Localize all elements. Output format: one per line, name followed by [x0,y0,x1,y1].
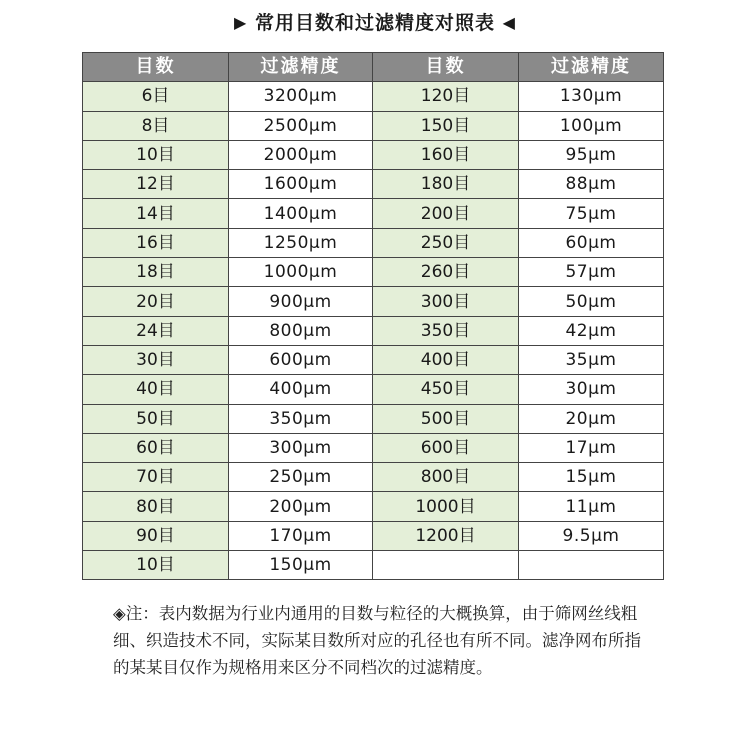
mesh-cell-right: 300目 [373,287,519,316]
precision-cell-right [519,551,664,580]
precision-cell-right: 11μm [519,492,664,521]
precision-cell-right: 15μm [519,463,664,492]
table-row [83,433,664,462]
precision-cell-left: 1000μm [229,258,373,287]
mesh-cell-left: 70目 [83,463,229,492]
mesh-cell-left: 80目 [83,492,229,521]
precision-cell-right: 60μm [519,228,664,257]
precision-cell-right: 35μm [519,345,664,374]
table-row [83,492,664,521]
table-row [83,345,664,374]
table-row [83,551,664,580]
precision-cell-left: 2500μm [229,111,373,140]
header-mesh-left: 目数 [83,53,229,82]
precision-cell-right: 20μm [519,404,664,433]
precision-cell-right: 9.5μm [519,521,664,550]
precision-cell-right: 88μm [519,170,664,199]
precision-cell-left: 300μm [229,433,373,462]
mesh-cell-right: 200目 [373,199,519,228]
mesh-cell-left: 24目 [83,316,229,345]
mesh-cell-left: 50目 [83,404,229,433]
precision-cell-left: 250μm [229,463,373,492]
mesh-cell-right: 250目 [373,228,519,257]
precision-cell-left: 800μm [229,316,373,345]
mesh-precision-table [82,52,664,580]
precision-cell-right: 130μm [519,82,664,111]
precision-cell-left: 350μm [229,404,373,433]
precision-cell-right: 50μm [519,287,664,316]
table-row [83,199,664,228]
mesh-cell-left: 18目 [83,258,229,287]
mesh-cell-right: 800目 [373,463,519,492]
mesh-cell-left: 20目 [83,287,229,316]
precision-cell-left: 600μm [229,345,373,374]
mesh-cell-left: 8目 [83,111,229,140]
precision-cell-right: 30μm [519,375,664,404]
page-title [0,6,750,40]
title-right-marker: ◀ [502,13,516,32]
table-row [83,404,664,433]
precision-cell-right: 95μm [519,140,664,169]
mesh-cell-left: 6目 [83,82,229,111]
table-row [83,463,664,492]
mesh-cell-left: 14目 [83,199,229,228]
table-row [83,258,664,287]
mesh-cell-right: 160目 [373,140,519,169]
comparison-table-container [82,52,664,580]
table-row [83,82,664,111]
precision-cell-left: 900μm [229,287,373,316]
mesh-cell-left: 30目 [83,345,229,374]
precision-cell-right: 100μm [519,111,664,140]
precision-cell-left: 150μm [229,551,373,580]
precision-cell-right: 42μm [519,316,664,345]
mesh-cell-right [373,551,519,580]
footnote: ◈注：表内数据为行业内通用的目数与粒径的大概换算，由于筛网丝线粗细、织造技术不同，实际某目数所对应的孔径也有所不同。滤净网布所指的某某目仅作为规格用来区分不同档次的过滤精度。 [113,604,641,677]
precision-cell-left: 2000μm [229,140,373,169]
mesh-cell-left: 10目 [83,551,229,580]
table-header-row [83,53,664,82]
header-precision-left: 过滤精度 [229,53,373,82]
precision-cell-left: 1250μm [229,228,373,257]
precision-cell-left: 200μm [229,492,373,521]
precision-cell-right: 17μm [519,433,664,462]
mesh-cell-right: 400目 [373,345,519,374]
header-mesh-right: 目数 [373,53,519,82]
mesh-cell-left: 16目 [83,228,229,257]
mesh-cell-right: 500目 [373,404,519,433]
precision-cell-left: 170μm [229,521,373,550]
table-row [83,140,664,169]
precision-cell-left: 3200μm [229,82,373,111]
table-row [83,111,664,140]
mesh-cell-left: 90目 [83,521,229,550]
mesh-cell-right: 450目 [373,375,519,404]
mesh-cell-right: 1200目 [373,521,519,550]
table-row [83,170,664,199]
mesh-cell-left: 12目 [83,170,229,199]
table-row [83,287,664,316]
precision-cell-left: 1600μm [229,170,373,199]
mesh-cell-right: 260目 [373,258,519,287]
precision-cell-left: 400μm [229,375,373,404]
header-precision-right: 过滤精度 [519,53,664,82]
mesh-cell-right: 350目 [373,316,519,345]
title-left-marker: ▶ [234,13,248,32]
title-text: 常用目数和过滤精度对照表 [254,12,495,34]
mesh-cell-right: 120目 [373,82,519,111]
mesh-cell-left: 40目 [83,375,229,404]
mesh-cell-left: 60目 [83,433,229,462]
mesh-cell-right: 150目 [373,111,519,140]
table-row [83,521,664,550]
table-row [83,228,664,257]
precision-cell-right: 75μm [519,199,664,228]
table-row [83,375,664,404]
mesh-cell-left: 10目 [83,140,229,169]
precision-cell-left: 1400μm [229,199,373,228]
table-body [83,82,664,580]
table-row [83,316,664,345]
mesh-cell-right: 600目 [373,433,519,462]
mesh-cell-right: 1000目 [373,492,519,521]
mesh-cell-right: 180目 [373,170,519,199]
precision-cell-right: 57μm [519,258,664,287]
